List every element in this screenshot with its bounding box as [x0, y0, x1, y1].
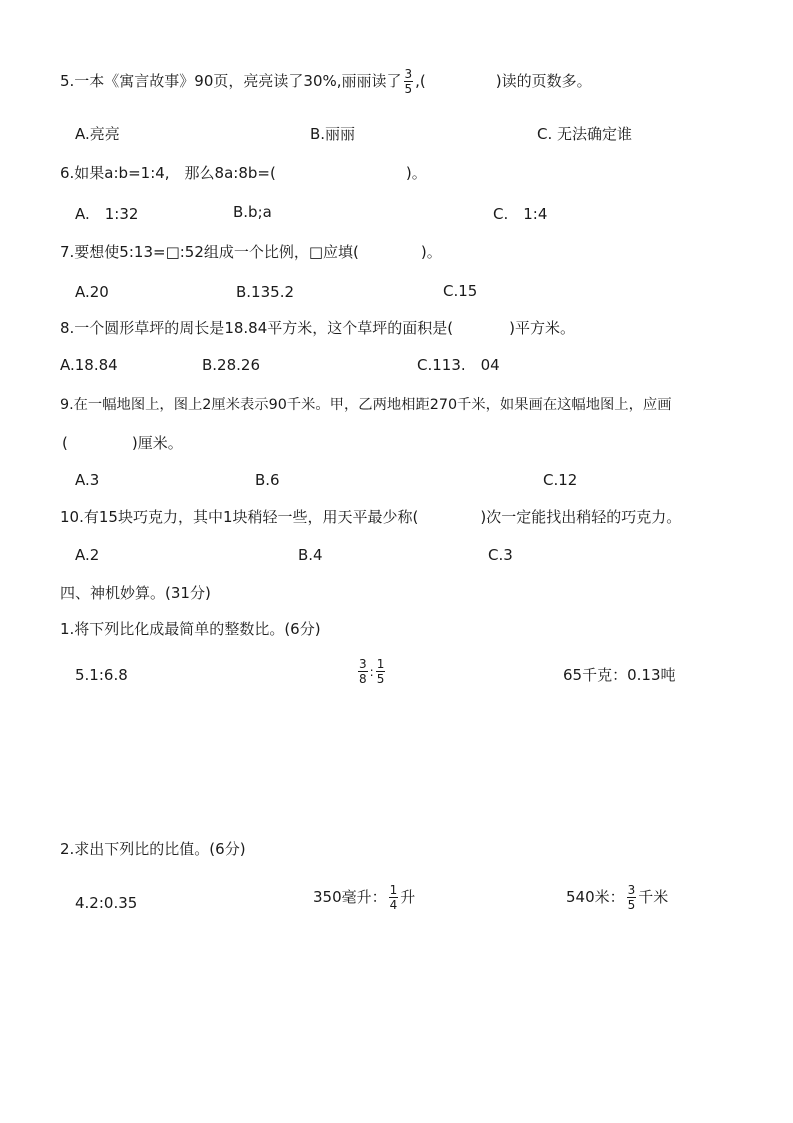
q9-option-b[interactable]: B.6 — [255, 471, 280, 489]
p1-fraction-2 — [376, 658, 386, 685]
p1-fraction-1 — [358, 658, 368, 685]
q5-option-a[interactable]: A.亮亮 — [75, 125, 120, 143]
q9-option-c[interactable]: C.12 — [543, 471, 578, 489]
p1-f2-num: 1 — [376, 657, 385, 671]
q5-text-a: 5.一本《寓言故事》90页，亮亮读了30%,丽丽读了 — [60, 72, 402, 90]
q5-text-b: ,( — [415, 72, 426, 90]
question-6-stem — [60, 166, 427, 181]
p2-item3-den: 5 — [627, 898, 636, 912]
q7-option-c[interactable]: C.15 — [443, 282, 478, 300]
question-5-stem — [60, 68, 592, 95]
q5-option-c[interactable]: C. 无法确定谁 — [537, 125, 633, 143]
q6-option-b[interactable]: B.b;a — [233, 203, 272, 221]
q7-option-a[interactable]: A.20 — [75, 283, 109, 301]
question-9-line2 — [62, 436, 183, 451]
p2-item3-post: 千米 — [638, 888, 669, 906]
q7-text-a: 7.要想使5:13=□:52组成一个比例，□应填( — [60, 243, 359, 261]
q7-text-b: )。 — [420, 243, 442, 261]
q6-text-a: 6.如果a:b=1:4, 那么8a:8b=( — [60, 164, 276, 182]
p2-item2-num: 1 — [389, 883, 398, 897]
part-1-title: 1.将下列比化成最简单的整数比。(6分) — [60, 620, 321, 638]
part-2-item-2 — [313, 884, 415, 911]
q5-text-c: )读的页数多。 — [495, 72, 592, 90]
question-10-stem — [60, 510, 681, 525]
q10-option-b[interactable]: B.4 — [298, 546, 323, 564]
q6-text-b: )。 — [405, 164, 427, 182]
q9-option-a[interactable]: A.3 — [75, 471, 100, 489]
p1-f2-den: 5 — [376, 672, 385, 686]
q5-fraction — [404, 68, 414, 95]
q8-option-a[interactable]: A.18.84 — [60, 356, 118, 374]
q9-text-b: )厘米。 — [131, 434, 183, 452]
p2-item3-pre: 540米： — [566, 888, 625, 906]
p2-item3-num: 3 — [627, 883, 636, 897]
q8-option-b[interactable]: B.28.26 — [202, 356, 261, 374]
question-8-stem — [60, 321, 575, 336]
q7-option-b[interactable]: B.135.2 — [236, 283, 295, 301]
q8-option-c[interactable]: C.113. 04 — [417, 356, 500, 374]
p2-item3-fraction — [627, 884, 637, 911]
q8-text-a: 8.一个圆形草坪的周长是18.84平方米，这个草坪的面积是( — [60, 319, 454, 337]
part-2-title: 2.求出下列比的比值。(6分) — [60, 840, 246, 858]
p2-item2-den: 4 — [389, 898, 398, 912]
part-1-item-2 — [356, 658, 387, 685]
p2-item2-post: 升 — [400, 888, 416, 906]
part-1-item-3: 65千克：0.13吨 — [563, 666, 676, 684]
q5-option-b[interactable]: B.丽丽 — [310, 125, 356, 143]
p1-f1-den: 8 — [359, 672, 367, 686]
part-2-item-1: 4.2:0.35 — [75, 894, 138, 912]
p1-f1-num: 3 — [359, 657, 367, 671]
q10-option-c[interactable]: C.3 — [488, 546, 513, 564]
q9-text-a: ( — [62, 434, 68, 452]
q10-text-b: )次一定能找出稍轻的巧克力。 — [480, 508, 682, 526]
q6-option-a[interactable]: A. 1:32 — [75, 205, 139, 223]
p2-item2-pre: 350毫升： — [313, 888, 387, 906]
part-2-item-3 — [566, 884, 668, 911]
q6-option-c[interactable]: C. 1:4 — [493, 205, 548, 223]
section-4-title: 四、神机妙算。(31分) — [60, 584, 211, 602]
p1-ratio-sep: : — [369, 665, 374, 679]
question-9-line1: 9.在一幅地图上，图上2厘米表示90千米。甲，乙两地相距270千米，如果画在这幅地图上，应画 — [60, 397, 672, 413]
q5-frac-den: 5 — [404, 82, 413, 96]
part-1-item-1: 5.1:6.8 — [75, 666, 128, 684]
q8-text-b: )平方米。 — [509, 319, 575, 337]
p2-item2-fraction — [389, 884, 399, 911]
q10-option-a[interactable]: A.2 — [75, 546, 100, 564]
q5-frac-num: 3 — [404, 67, 413, 81]
q10-text-a: 10.有15块巧克力，其中1块稍轻一些，用天平最少称( — [60, 508, 419, 526]
question-7-stem — [60, 245, 442, 260]
